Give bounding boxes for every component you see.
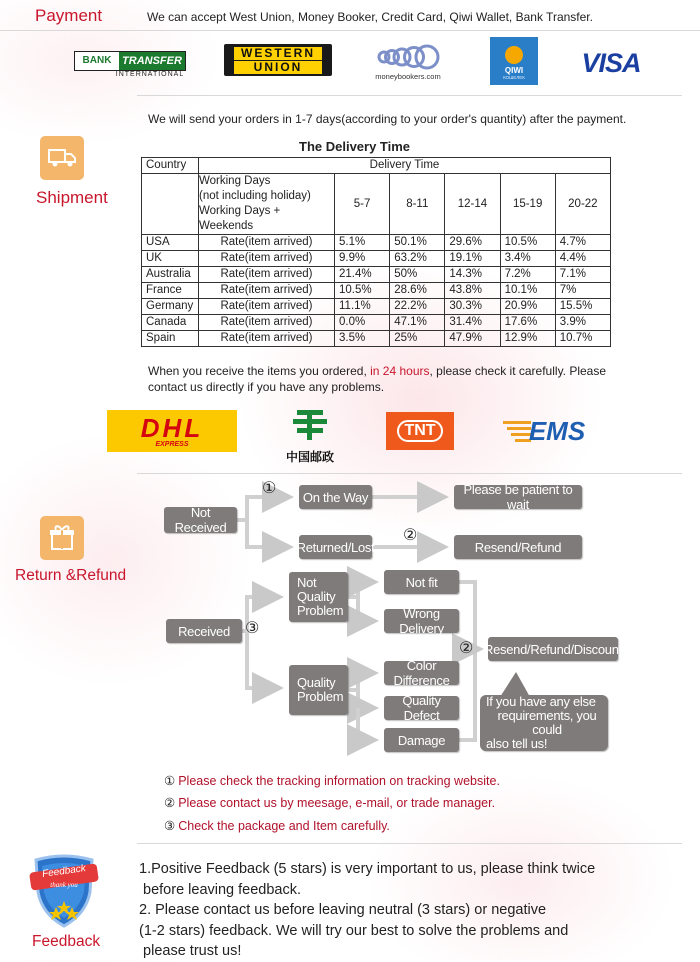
table-header-country: Country [142, 158, 199, 174]
return-refund-title: Return &Refund [15, 567, 127, 584]
bubble-line1: If you have any else [486, 694, 596, 709]
note-1-num: ① [164, 774, 176, 788]
rate-value-cell: 25% [390, 331, 445, 347]
step-marker-3: ③ [245, 620, 260, 637]
country-cell: USA [142, 235, 199, 251]
range-header: 15-19 [500, 174, 555, 235]
bank-transfer-sub: INTERNATIONAL [115, 70, 185, 78]
badge-line2: thank you [50, 881, 78, 889]
rate-value-cell: 31.4% [445, 315, 500, 331]
dhl-sub: EXPRESS [155, 440, 189, 448]
feedback-line: 2. Please contact us before leaving neutral (3 stars) or negative [139, 902, 547, 918]
country-cell: Spain [142, 331, 199, 347]
rate-label-cell: Rate(item arrived) [199, 315, 335, 331]
rate-value-cell: 28.6% [390, 283, 445, 299]
rate-label-cell: Rate(item arrived) [199, 235, 335, 251]
rate-value-cell: 4.4% [555, 251, 610, 267]
rate-value-cell: 21.4% [335, 267, 390, 283]
note-2 [164, 795, 495, 810]
rate-value-cell: 43.8% [445, 283, 500, 299]
wrong-delivery-box: Wrong Delivery [384, 609, 459, 633]
rate-value-cell: 11.1% [335, 299, 390, 315]
note-2-text: Please contact us by meesage, e-mail, or trade manager. [178, 796, 496, 810]
rate-label-cell: Rate(item arrived) [199, 299, 335, 315]
rate-value-cell: 30.3% [445, 299, 500, 315]
step-marker-2b: ② [459, 640, 474, 657]
payment-description: We can accept West Union, Money Booker, Credit Card, Qiwi Wallet, Bank Transfer. [147, 10, 593, 24]
quality-problem-box [289, 665, 348, 715]
rate-value-cell: 63.2% [390, 251, 445, 267]
not-received-box: Not Received [164, 507, 237, 533]
rate-value-cell: 7.2% [500, 267, 555, 283]
dhl-text: DHL [140, 412, 204, 443]
range-header: 8-11 [390, 174, 445, 235]
be-patient-box: Please be patient to wait [454, 485, 582, 509]
bank-transfer-logo: BANK TRANSFER INTERNATIONAL [75, 50, 185, 78]
bubble-line2: requirements, you could [497, 708, 597, 737]
note-2-num: ② [164, 796, 176, 810]
feedback-line: (1-2 stars) feedback. We will try our best to solve the problems and [139, 922, 569, 939]
rate-value-cell: 7.1% [555, 267, 610, 283]
not-quality-line3: Problem [297, 603, 344, 618]
feedback-text [139, 859, 595, 962]
rate-value-cell: 3.9% [555, 315, 610, 331]
china-post-text: 中国邮政 [285, 449, 334, 464]
qiwi-sub: КОШЕЛЕК [503, 75, 525, 80]
quality-line2: Problem [297, 689, 344, 704]
feedback-title: Feedback [32, 933, 101, 950]
note-1 [164, 773, 500, 788]
qiwi-text: QIWI [504, 66, 524, 75]
step-marker-1: ① [262, 480, 277, 497]
not-fit-box: Not fit [384, 570, 459, 594]
rate-value-cell: 4.7% [555, 235, 610, 251]
resend-refund-box: Resend/Refund [454, 535, 582, 559]
resend-refund-discount-box: Resend/Refund/Discount [488, 637, 618, 661]
note-text: When you receive the items you ordered, [148, 364, 371, 378]
western-union-line1: WESTERN [234, 47, 322, 60]
not-quality-line2: Quality [297, 589, 336, 604]
rate-value-cell: 22.2% [390, 299, 445, 315]
visa-text: VISA [581, 47, 641, 78]
rate-value-cell: 47.9% [445, 331, 500, 347]
rate-label-cell: Rate(item arrived) [199, 331, 335, 347]
badge-line1: Feedback [41, 862, 87, 881]
returned-lost-box: Returned/Lost [299, 535, 372, 559]
color-difference-box: Color Difference [384, 661, 459, 685]
step-marker-2: ② [403, 527, 418, 544]
feedback-line: please trust us! [139, 943, 242, 959]
not-quality-line1: Not [297, 575, 317, 590]
western-union-line2: UNION [234, 61, 322, 74]
rate-value-cell: 19.1% [445, 251, 500, 267]
range-header: 20-22 [555, 174, 610, 235]
working-days-line2: (not including holiday) [199, 190, 311, 202]
quality-defect-box: Quality Defect [384, 696, 459, 720]
on-the-way-box: On the Way [299, 485, 372, 509]
tnt-text: TNT [397, 420, 442, 442]
delivery-table-title: The Delivery Time [299, 139, 411, 154]
requirements-bubble [480, 695, 608, 751]
rate-value-cell: 17.6% [500, 315, 555, 331]
feedback-line: 1.Positive Feedback (5 stars) is very important to us, please think twice [139, 861, 596, 877]
not-quality-problem-box [289, 572, 348, 622]
note-text-cont: , please check it carefully. Please [429, 364, 607, 378]
rate-value-cell: 10.1% [500, 283, 555, 299]
country-cell: Canada [142, 315, 199, 331]
rate-label-cell: Rate(item arrived) [199, 251, 335, 267]
rate-value-cell: 14.3% [445, 267, 500, 283]
country-cell: Australia [142, 267, 199, 283]
rate-value-cell: 50.1% [390, 235, 445, 251]
feedback-line: before leaving feedback. [139, 881, 302, 898]
bubble-line3: also tell us! [486, 736, 548, 751]
rate-value-cell: 3.5% [335, 331, 390, 347]
rate-value-cell: 20.9% [500, 299, 555, 315]
note-1-text: Please check the tracking information on tracking website. [178, 774, 500, 788]
moneybookers-text: moneybookers.com [375, 71, 441, 81]
note-3 [164, 818, 390, 833]
bank-transfer-text: TRANSFER [119, 52, 185, 70]
note-3-text: Check the package and Item carefully. [178, 819, 390, 833]
note-highlight: in 24 hours [370, 364, 430, 378]
shipment-title: Shipment [36, 188, 108, 207]
rate-value-cell: 3.4% [500, 251, 555, 267]
country-cell: UK [142, 251, 199, 267]
feedback-badge [28, 852, 100, 930]
rate-label-cell: Rate(item arrived) [199, 283, 335, 299]
working-days-line3: Working Days + Weekends [199, 205, 281, 232]
country-cell: France [142, 283, 199, 299]
damage-box: Damage [384, 728, 459, 752]
rate-value-cell: 5.1% [335, 235, 390, 251]
shipment-intro: We will send your orders in 1-7 days(according to your order's quantity) after the payment. [148, 112, 627, 126]
rate-value-cell: 10.7% [555, 331, 610, 347]
rate-value-cell: 12.9% [500, 331, 555, 347]
rate-value-cell: 7% [555, 283, 610, 299]
note-line2: contact us directly if you have any problems. [148, 380, 385, 394]
range-header: 12-14 [445, 174, 500, 235]
rate-value-cell: 15.5% [555, 299, 610, 315]
rate-value-cell: 50% [390, 267, 445, 283]
received-box: Received [166, 619, 242, 643]
rate-value-cell: 29.6% [445, 235, 500, 251]
country-cell: Germany [142, 299, 199, 315]
rate-value-cell: 47.1% [390, 315, 445, 331]
note-3-num: ③ [164, 819, 176, 833]
working-days-line1: Working Days [199, 175, 271, 187]
rate-value-cell: 10.5% [500, 235, 555, 251]
rate-value-cell: 0.0% [335, 315, 390, 331]
payment-title: Payment [35, 6, 103, 25]
rate-value-cell: 9.9% [335, 251, 390, 267]
range-header: 5-7 [335, 174, 390, 235]
ems-text: EMS [528, 415, 586, 446]
rate-label-cell: Rate(item arrived) [199, 267, 335, 283]
rate-value-cell: 10.5% [335, 283, 390, 299]
return-divider [137, 843, 682, 844]
quality-line1: Quality [297, 675, 336, 690]
table-header-delivery-time: Delivery Time [199, 158, 611, 174]
